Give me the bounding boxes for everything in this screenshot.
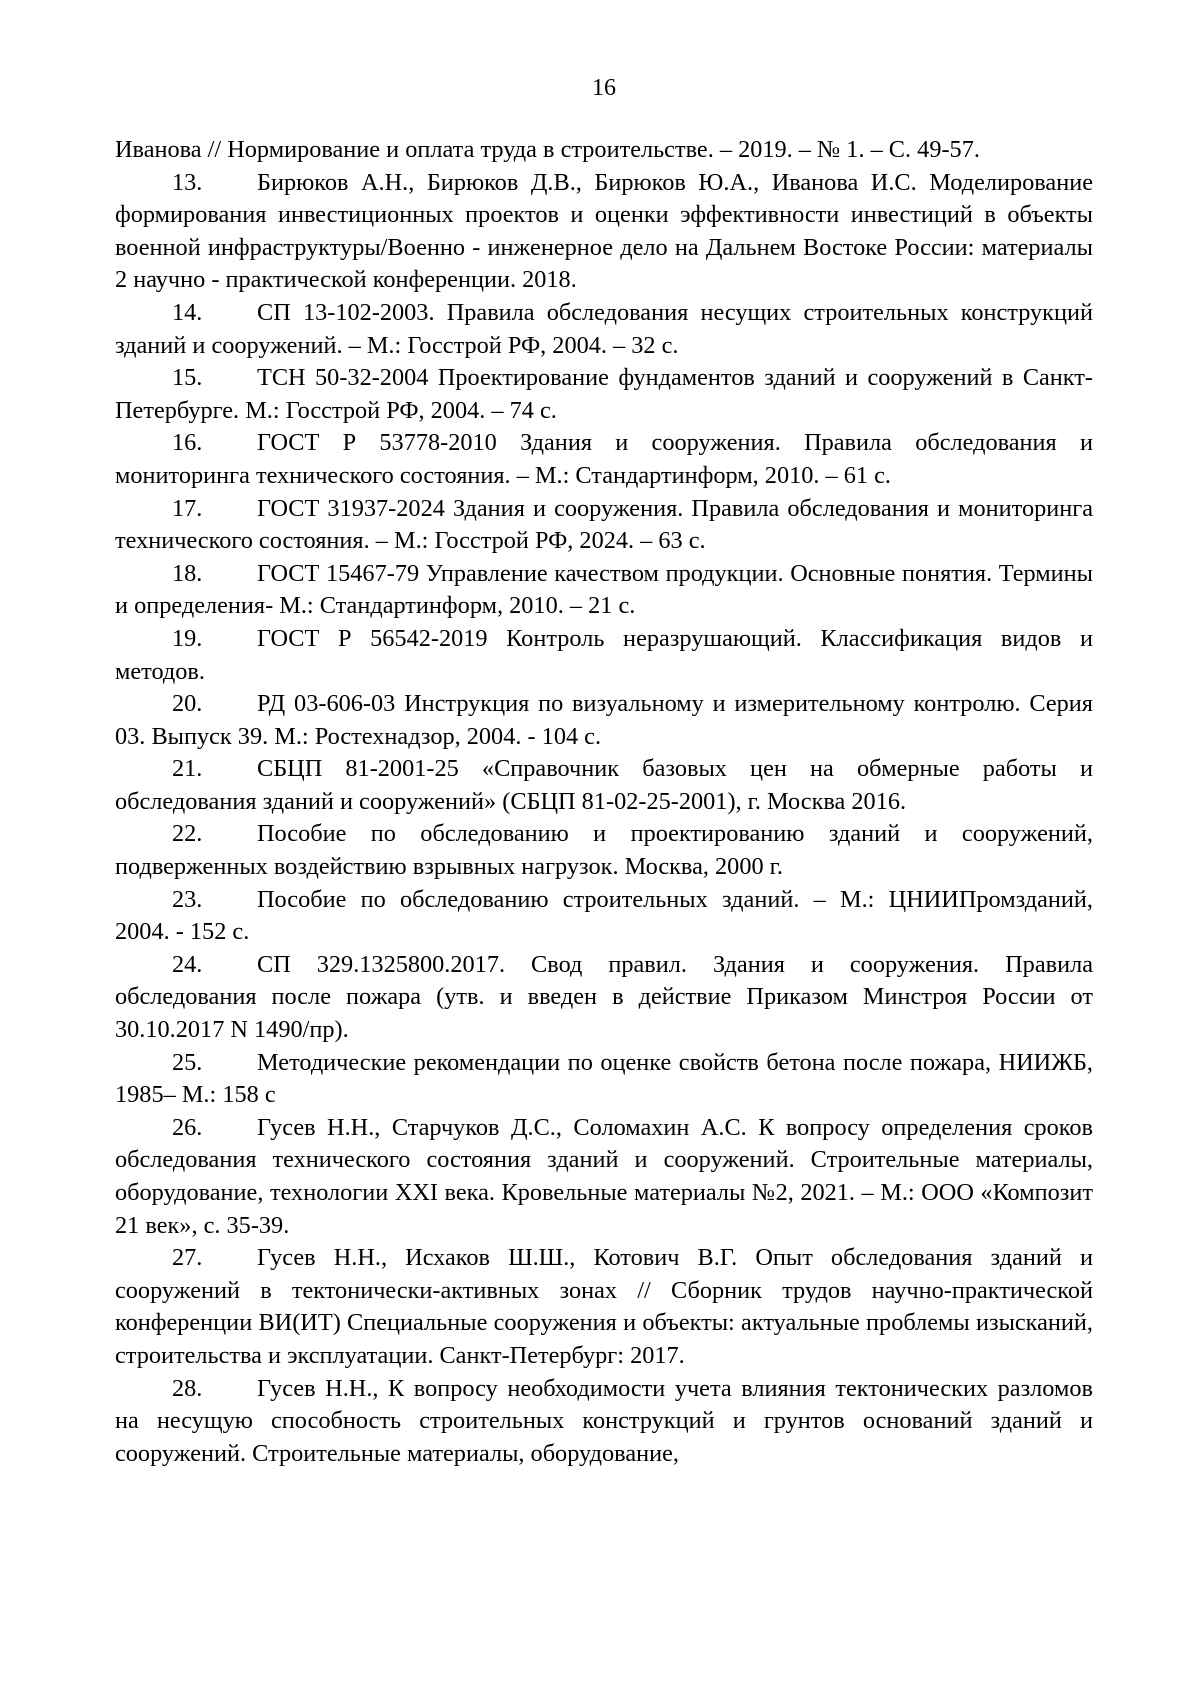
reference-number: 13. — [172, 168, 203, 196]
continuation-paragraph: Иванова // Нормирование и оплата труда в строительстве. – 2019. – № 1. – С. 49-57. — [115, 136, 980, 163]
reference-number: 23. — [172, 885, 203, 913]
reference-number: 21. — [172, 755, 203, 783]
reference-text: Гусев Н.Н., Исхаков Ш.Ш., Котович В.Г. Опыт обследования зданий и сооружений в тектонически-активных зонах // Сборник трудов научно-практической конференции ВИ(ИТ) Специальные сооружения и объекты: актуальные проблемы изысканий, строительства и эксплуатации. Санкт-Петербург: 2017. — [115, 1244, 1093, 1369]
reference-number: 14. — [172, 298, 203, 326]
reference-text: ГОСТ 31937-2024 Здания и сооружения. Правила обследования и мониторинга технического состояния. – М.: Госстрой РФ, 2024. – 63 с. — [115, 494, 1093, 555]
reference-item — [115, 1242, 1093, 1372]
reference-item — [115, 688, 1093, 753]
reference-item — [115, 753, 1093, 818]
reference-number: 26. — [172, 1113, 203, 1141]
reference-item — [115, 1373, 1093, 1471]
reference-number: 19. — [172, 624, 203, 652]
reference-item — [115, 884, 1093, 949]
reference-item — [115, 623, 1093, 688]
reference-text: ТСН 50-32-2004 Проектирование фундаментов зданий и сооружений в Санкт-Петербурге. М.: Госстрой РФ, 2004. – 74 с. — [115, 364, 1093, 424]
reference-item — [115, 558, 1093, 623]
reference-text: СБЦП 81-2001-25 «Справочник базовых цен на обмерные работы и обследования зданий и сооружений» (СБЦП 81-02-25-2001), г. Москва 2016. — [115, 755, 1093, 815]
reference-text: Гусев Н.Н., К вопросу необходимости учета влияния тектонических разломов на несущую способность строительных конструкций и грунтов оснований зданий и сооружений. Строительные материалы, оборудование, — [115, 1374, 1093, 1467]
reference-text: Пособие по обследованию и проектированию зданий и сооружений, подверженных воздействию взрывных нагрузок. Москва, 2000 г. — [115, 820, 1093, 881]
reference-number: 20. — [172, 690, 203, 718]
reference-item — [115, 949, 1093, 1047]
reference-items — [115, 167, 1093, 1471]
reference-text: Бирюков А.Н., Бирюков Д.В., Бирюков Ю.А., Иванова И.С. Моделирование формирования инвестиционных проектов и оценки эффективности инвестиций в объекты военной инфраструктуры/Военно - инженерное дело на Дальнем Востоке России: материалы 2 научно - практической конференции. 2018. — [115, 168, 1093, 294]
reference-item — [115, 1047, 1093, 1112]
reference-item — [115, 427, 1093, 492]
reference-number: 28. — [172, 1374, 203, 1402]
reference-number: 18. — [172, 559, 203, 587]
reference-number: 22. — [172, 820, 203, 848]
reference-item — [115, 297, 1093, 362]
reference-number: 15. — [172, 364, 203, 392]
reference-number: 25. — [172, 1048, 203, 1076]
reference-item — [115, 1112, 1093, 1242]
reference-text: Пособие по обследованию строительных зданий. – М.: ЦНИИПромзданий, 2004. - 152 с. — [115, 885, 1093, 946]
reference-number: 24. — [172, 950, 203, 978]
reference-text: ГОСТ 15467-79 Управление качеством продукции. Основные понятия. Термины и определения- М.: Стандартинформ, 2010. – 21 с. — [115, 559, 1093, 620]
reference-text: СП 13-102-2003. Правила обследования несущих строительных конструкций зданий и сооружений. – М.: Госстрой РФ, 2004. – 32 с. — [115, 298, 1093, 359]
reference-item — [115, 167, 1093, 297]
reference-text: Методические рекомендации по оценке свойств бетона после пожара, НИИЖБ, 1985– М.: 158 с — [115, 1048, 1093, 1109]
reference-text: ГОСТ Р 56542-2019 Контроль неразрушающий. Классификация видов и методов. — [115, 624, 1093, 685]
reference-text: ГОСТ Р 53778-2010 Здания и сооружения. Правила обследования и мониторинга технического состояния. – М.: Стандартинформ, 2010. – 61 с. — [115, 429, 1093, 489]
reference-text: Гусев Н.Н., Старчуков Д.С., Соломахин А.С. К вопросу определения сроков обследования технического состояния зданий и сооружений. Строительные материалы, оборудование, технологии XXI века. Кровельные материалы №2, 2021. – М.: ООО «Композит 21 век», с. 35-39. — [115, 1113, 1093, 1239]
reference-text: СП 329.1325800.2017. Свод правил. Здания и сооружения. Правила обследования после пожара (утв. и введен в действие Приказом Минстроя России от 30.10.2017 N 1490/пр). — [115, 950, 1093, 1044]
reference-number: 17. — [172, 494, 203, 522]
reference-text: РД 03-606-03 Инструкция по визуальному и измерительному контролю. Серия 03. Выпуск 39. М.: Ростехнадзор, 2004. - 104 с. — [115, 690, 1093, 750]
reference-number: 16. — [172, 429, 203, 457]
reference-list — [115, 134, 1093, 1470]
reference-item — [115, 818, 1093, 883]
reference-item — [115, 362, 1093, 427]
reference-item — [115, 493, 1093, 558]
reference-number: 27. — [172, 1244, 203, 1272]
page-number: 16 — [592, 75, 616, 101]
